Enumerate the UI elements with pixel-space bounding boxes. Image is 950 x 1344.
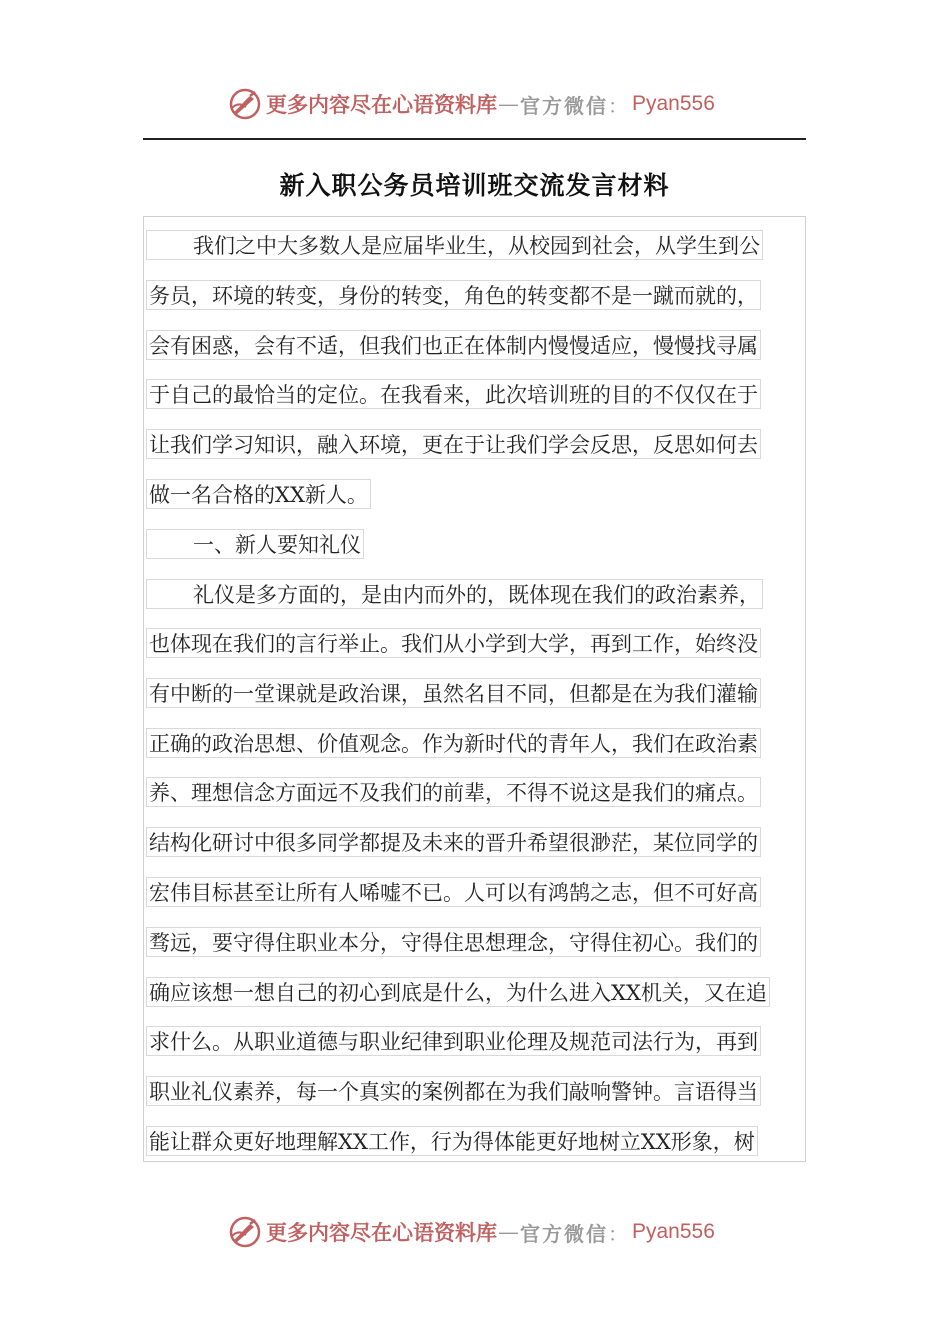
banner-colon: ： bbox=[608, 1221, 628, 1246]
text-line: 职业礼仪素养，每一个真实的案例都在为我们敲响警钟。言语得当 bbox=[146, 1076, 761, 1106]
text-line: 养、理想信念方面远不及我们的前辈，不得不说这是我们的痛点。 bbox=[146, 777, 761, 807]
banner-wechat-id: Pyan556 bbox=[632, 1220, 715, 1243]
banner-wechat-id: Pyan556 bbox=[632, 92, 715, 115]
text-line: 有中断的一堂课就是政治课，虽然名目不同，但都是在为我们灌输 bbox=[146, 678, 761, 708]
banner-text-wechat: 官方微信 bbox=[520, 1221, 608, 1246]
document-title: 新入职公务员培训班交流发言材料 bbox=[279, 171, 670, 200]
banner-colon: ： bbox=[608, 93, 628, 118]
text-line: 务员，环境的转变，身份的转变，角色的转变都不是一蹴而就的， bbox=[146, 280, 761, 310]
banner-text-wechat: 官方微信 bbox=[520, 93, 608, 118]
text-line: 我们之中大多数人是应届毕业生，从校园到社会，从学生到公 bbox=[146, 230, 763, 260]
banner-dash: — bbox=[498, 92, 519, 116]
header-divider bbox=[143, 138, 806, 140]
text-line: 也体现在我们的言行举止。我们从小学到大学，再到工作，始终没 bbox=[146, 628, 761, 658]
header-banner bbox=[0, 82, 950, 126]
footer-banner bbox=[0, 1210, 950, 1254]
text-line: 结构化研讨中很多同学都提及未来的晋升希望很渺茫，某位同学的 bbox=[146, 827, 761, 857]
text-line: 骛远，要守得住职业本分，守得住思想理念，守得住初心。我们的 bbox=[146, 927, 761, 957]
pen-signature-icon bbox=[228, 87, 262, 121]
text-line: 会有困惑，会有不适，但我们也正在体制内慢慢适应，慢慢找寻属 bbox=[146, 330, 761, 360]
text-line: 做一名合格的XX新人。 bbox=[146, 479, 371, 509]
banner-text-library: 更多内容尽在心语资料库 bbox=[266, 1220, 497, 1245]
text-line: 礼仪是多方面的，是由内而外的，既体现在我们的政治素养， bbox=[146, 579, 763, 609]
banner-text-library: 更多内容尽在心语资料库 bbox=[266, 92, 497, 117]
text-line: 确应该想一想自己的初心到底是什么，为什么进入XX机关，又在追 bbox=[146, 977, 770, 1007]
pen-signature-icon bbox=[228, 1215, 262, 1249]
section-heading: 一、新人要知礼仪 bbox=[146, 529, 364, 559]
text-line: 于自己的最恰当的定位。在我看来，此次培训班的目的不仅仅在于 bbox=[146, 379, 761, 409]
text-line: 正确的政治思想、价值观念。作为新时代的青年人，我们在政治素 bbox=[146, 728, 761, 758]
banner-dash: — bbox=[498, 1220, 519, 1244]
text-line: 宏伟目标甚至让所有人唏嘘不已。人可以有鸿鹄之志，但不可好高 bbox=[146, 877, 761, 907]
text-line: 能让群众更好地理解XX工作，行为得体能更好地树立XX形象，树 bbox=[146, 1126, 758, 1156]
text-line: 求什么。从职业道德与职业纪律到职业伦理及规范司法行为，再到 bbox=[146, 1026, 761, 1056]
text-line: 让我们学习知识，融入环境，更在于让我们学会反思，反思如何去 bbox=[146, 429, 761, 459]
